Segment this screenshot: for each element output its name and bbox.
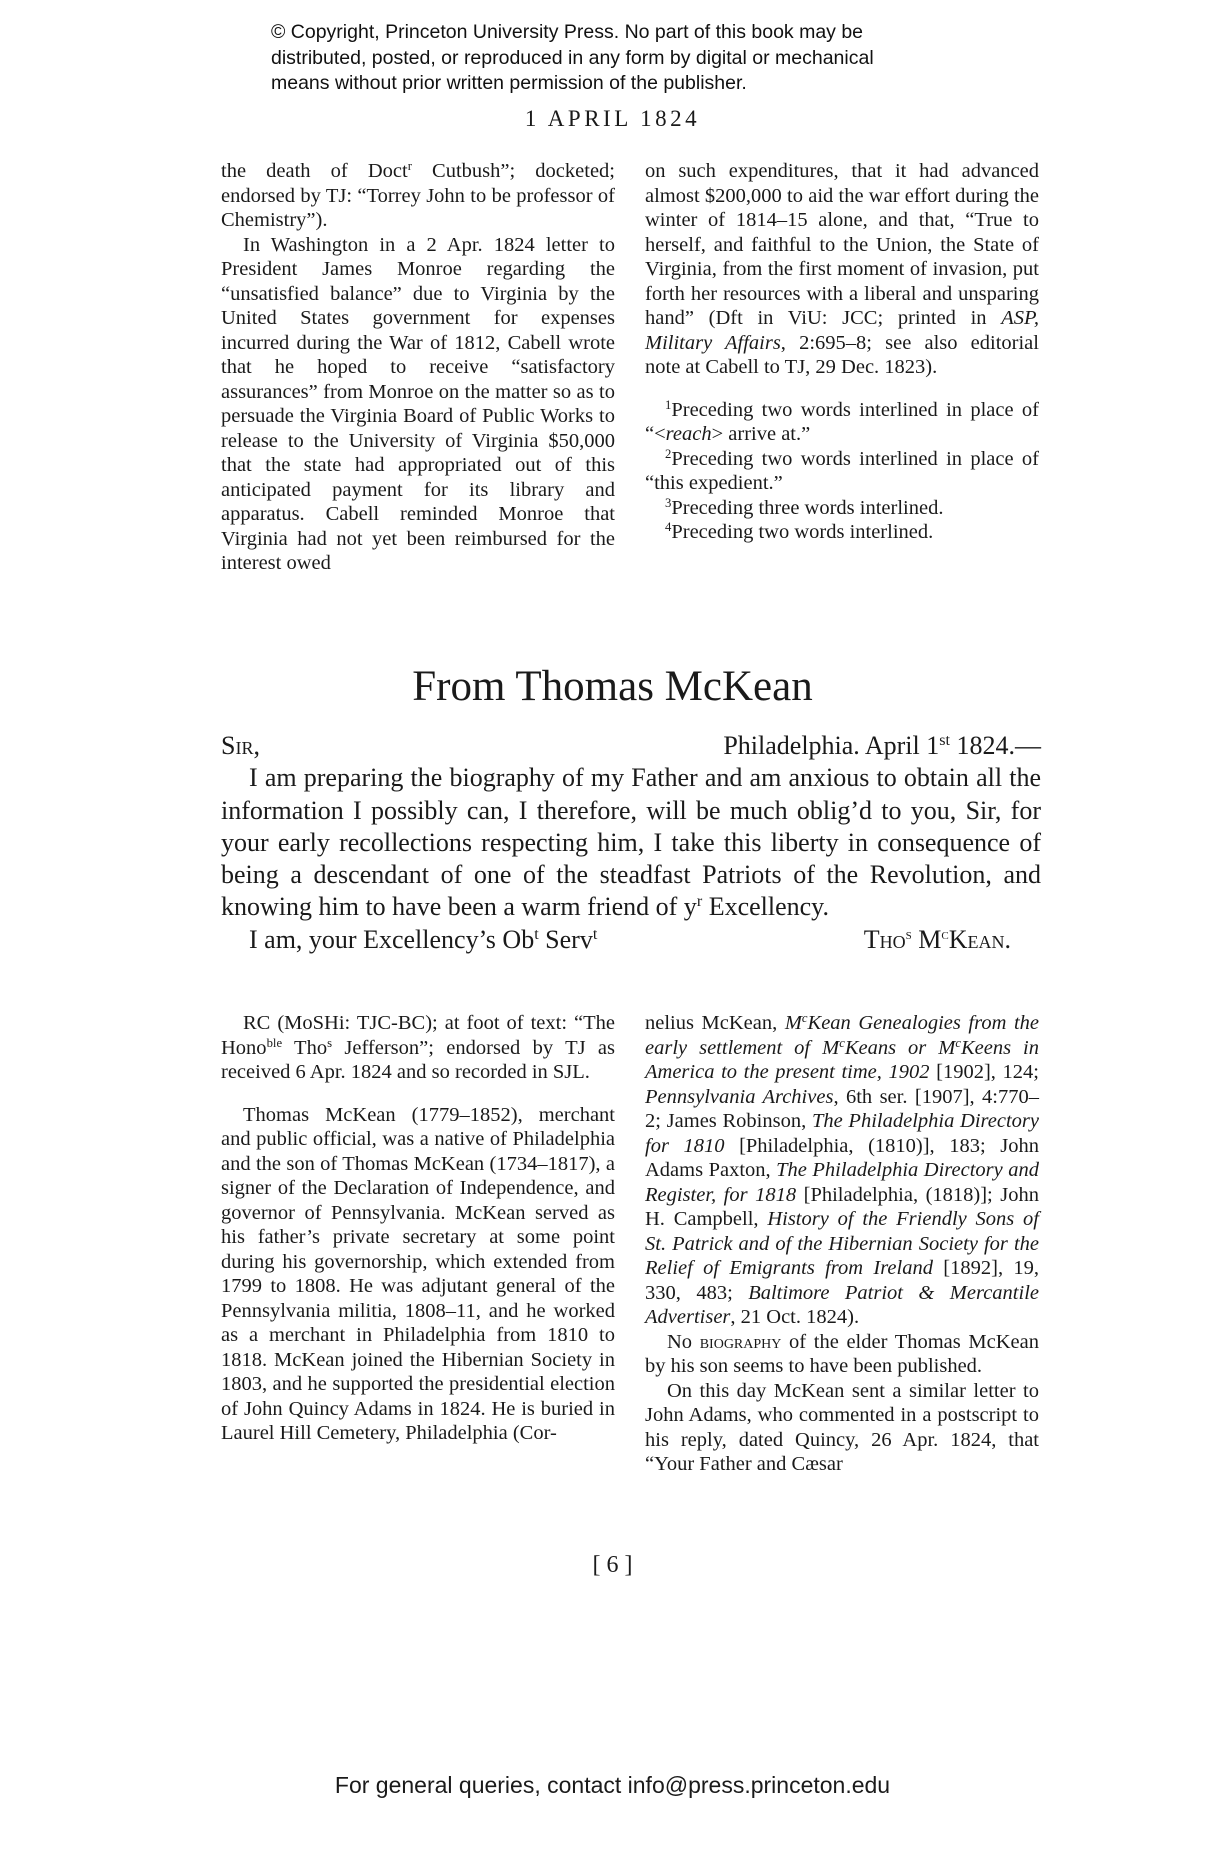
top-notes-left-column: [221, 159, 615, 576]
copyright-line: © Copyright, Princeton University Press. No part of this book may be: [271, 21, 864, 43]
complimentary-close: I am, your Excellency’s Ob$^t$ Serv$^t$: [249, 924, 598, 954]
footnote: $^3$Preceding three words interlined.: [665, 495, 944, 519]
note-paragraph: the death of Doct$^r$ Cutbush”; docketed; endorsed by TJ: “Torrey John to be professor of Chemistry”).: [221, 159, 615, 231]
notes-left-column: [221, 1011, 615, 1446]
copyright-line: means without prior written permission of the publisher.: [271, 72, 747, 94]
note-paragraph: No biography of the elder Thomas McKean by his son seems to have been published.: [645, 1330, 1039, 1377]
document-title: From Thomas McKean: [412, 663, 813, 710]
signature: Tho$^s$ $M^cKean$.: [863, 924, 1011, 954]
top-notes-right-column: [645, 159, 1039, 545]
copyright-notice: [271, 20, 971, 97]
source-note: RC (MoSHi: TJC-BC); at foot of text: “The Hono$^{ble}$ Tho$^s$ Jefferson”; endorsed by TJ as received 6 Apr. 1824 and so recorded in SJL.: [221, 1012, 615, 1083]
salutation: Sir,: [221, 731, 260, 760]
note-paragraph: Thomas McKean (1779–1852), merchant and public official, was a native of Philadelphia and the son of Thomas McKean (1734–1817), a signer of the Declaration of Independence, and governor of Pennsylvania. McKean served as his father’s private secretary at some point during his governorship, which extended from 1799 to 1808. He was adjutant general of the Pennsylvania militia, 1808–11, and he worked as a merchant in Philadelphia from 1810 to 1818. McKean joined the Hibernian Society in 1803, and he supported the presidential election of John Quincy Adams in 1824. He is buried in Laurel Hill Cemetery, Philadelphia (Cor-: [221, 1103, 615, 1444]
footnote: $^1$Preceding two words interlined in place of “<reach> arrive at.”: [645, 397, 1039, 445]
letter-text: [221, 730, 1041, 956]
letter-closing: [221, 924, 1041, 956]
note-paragraph: on such expenditures, that it had advanced almost $200,000 to aid the war effort during the winter of 1814–15 alone, and that, “True to herself, and faithful to the Union, the State of Virginia, from the first moment of invasion, put forth her resources with a liberal and unsparing hand” (Dft in ViU: JCC; printed in ASP, Military Affairs, 2:695–8; see also editorial note at Cabell to TJ, 29 Dec. 1823).: [645, 160, 1039, 378]
contact-footer: For general queries, contact info@press.princeton.edu: [334, 1772, 891, 1798]
note-paragraph: nelius McKean, $M^cKean$ Genealogies from the early settlement of $M^cKeans$ or $M^cKeens$ in America to the present time, 1902 [1902], 124; Pennsylvania Archives, 6th ser. [1907], 4:770–2; James Robinson, The Philadelphia Directory for 1810 [Philadelphia, (1810)], 183; John Adams Paxton, The Philadelphia Directory and Register, for 1818 [Philadelphia, (1818)]; John H. Campbell, History of the Friendly Sons of St. Patrick and of the Hibernian Society for the Relief of Emigrants from Ireland [1892], 19, 330, 483; Baltimore Patriot & Mercantile Advertiser, 21 Oct. 1824).: [645, 1011, 1040, 1328]
page-number: [ 6 ]: [592, 1552, 633, 1578]
footnote: $^4$Preceding two words interlined.: [665, 520, 934, 543]
place-date: Philadelphia. April 1st 1824.—: [723, 731, 1041, 760]
running-head: 1 APRIL 1824: [524, 106, 701, 131]
note-paragraph: On this day McKean sent a similar letter to John Adams, who commented in a postscript to his reply, dated Quincy, 26 Apr. 1824, that “Your Father and Cæsar: [645, 1379, 1039, 1475]
footnote: $^2$Preceding two words interlined in place of “this expedient.”: [645, 446, 1039, 494]
notes-right-column: [645, 1011, 1039, 1477]
copyright-line: distributed, posted, or reproduced in any form by digital or mechanical: [271, 46, 874, 69]
letter-body: I am preparing the biography of my Father and am anxious to obtain all the information I possibly can, I therefore, will be much oblig’d to you, Sir, for your early recollections respecting him, I take this liberty in consequence of being a descendant of one of the steadfast Patriots of the Revolution, and knowing him to have been a warm friend of $y^r$ Excellency.: [221, 763, 1041, 922]
note-paragraph: In Washington in a 2 Apr. 1824 letter to President James Monroe regarding the “unsatisfied balance” due to Virginia by the United States government for expenses incurred during the War of 1812, Cabell wrote that he hoped to receive “satisfactory assurances” from Monroe on the matter so as to persuade the Virginia Board of Public Works to release to the University of Virginia $50,000 that the state had appropriated out of this anticipated payment for its library and apparatus. Cabell reminded Monroe that Virginia had not yet been reimbursed for the interest owed: [221, 233, 615, 574]
letter-header: [221, 730, 1041, 762]
